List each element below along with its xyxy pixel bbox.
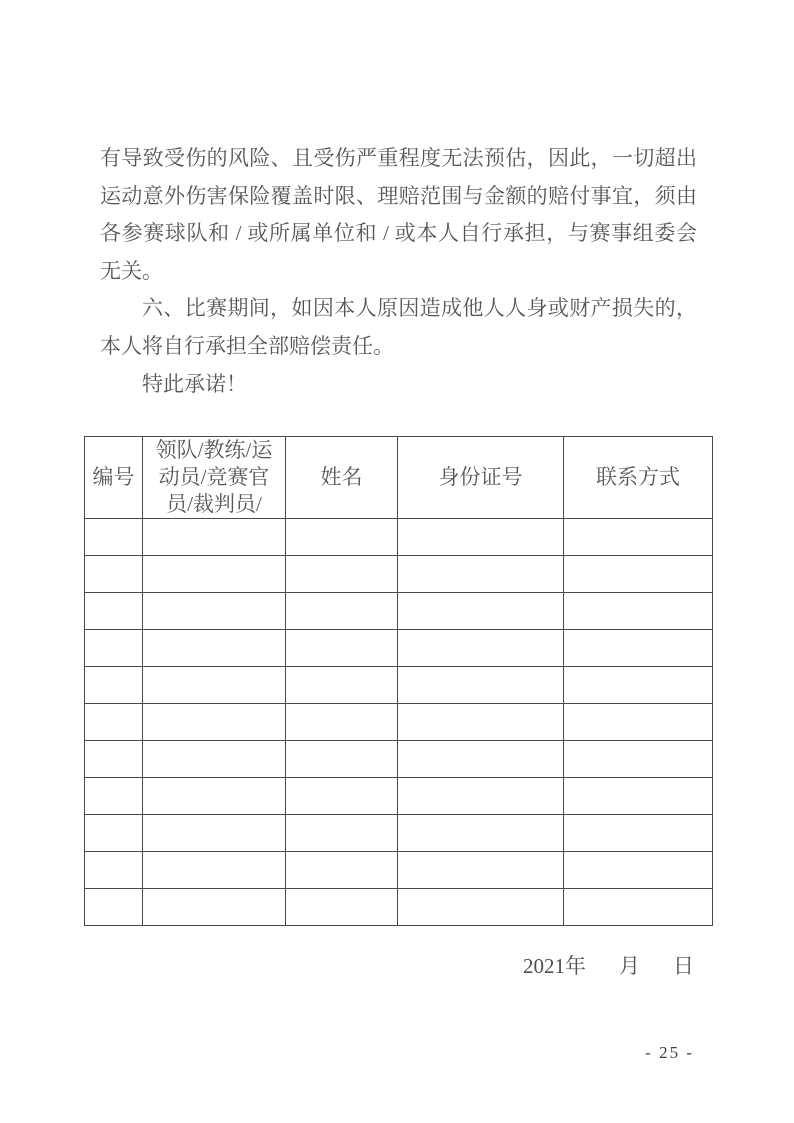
empty-cell	[564, 556, 713, 593]
table-row	[85, 556, 713, 593]
empty-cell	[286, 741, 398, 778]
declaration-text	[100, 140, 697, 403]
table-row	[85, 889, 713, 926]
table-row	[85, 593, 713, 630]
empty-cell	[564, 519, 713, 556]
table-row	[85, 741, 713, 778]
date-day-label: 日	[673, 954, 694, 978]
empty-cell	[398, 630, 564, 667]
empty-cell	[564, 667, 713, 704]
empty-cell	[85, 704, 143, 741]
empty-cell	[398, 741, 564, 778]
empty-cell	[398, 667, 564, 704]
text-line: 特此承诺！	[142, 371, 247, 396]
empty-cell	[286, 704, 398, 741]
column-header: 姓名	[286, 437, 398, 519]
empty-cell	[85, 667, 143, 704]
date-year: 2021年	[523, 954, 586, 978]
empty-cell	[564, 741, 713, 778]
empty-cell	[85, 852, 143, 889]
empty-cell	[398, 519, 564, 556]
column-header: 编号	[85, 437, 143, 519]
empty-cell	[85, 778, 143, 815]
column-header: 领队/教练/运动员/竞赛官员/裁判员/	[143, 437, 286, 519]
empty-cell	[143, 704, 286, 741]
empty-cell	[398, 815, 564, 852]
empty-cell	[286, 630, 398, 667]
text-line: 本人将自行承担全部赔偿责任。	[100, 333, 394, 358]
table-row	[85, 815, 713, 852]
empty-cell	[398, 556, 564, 593]
text-line: 各参赛球队和 / 或所属单位和 / 或本人自行承担，与赛事组委会	[100, 221, 697, 246]
empty-cell	[143, 519, 286, 556]
date-month-label: 月	[619, 954, 640, 978]
empty-cell	[85, 741, 143, 778]
table-row	[85, 704, 713, 741]
text-line: 无关。	[100, 258, 163, 283]
empty-cell	[286, 815, 398, 852]
empty-cell	[143, 593, 286, 630]
roster-table	[84, 436, 713, 926]
table-row	[85, 630, 713, 667]
empty-cell	[143, 778, 286, 815]
empty-cell	[564, 704, 713, 741]
empty-cell	[286, 778, 398, 815]
empty-cell	[286, 667, 398, 704]
empty-cell	[143, 630, 286, 667]
empty-cell	[564, 889, 713, 926]
empty-cell	[143, 741, 286, 778]
empty-cell	[85, 519, 143, 556]
empty-cell	[286, 519, 398, 556]
text-line: 有导致受伤的风险、且受伤严重程度无法预估，因此，一切超出	[100, 146, 697, 170]
empty-cell	[398, 593, 564, 630]
empty-cell	[398, 852, 564, 889]
empty-cell	[398, 889, 564, 926]
empty-cell	[286, 852, 398, 889]
empty-cell	[85, 556, 143, 593]
column-header: 身份证号	[398, 437, 564, 519]
empty-cell	[286, 889, 398, 926]
empty-cell	[286, 593, 398, 630]
text-line: 运动意外伤害保险覆盖时限、理赔范围与金额的赔付事宜，须由	[100, 183, 697, 208]
empty-cell	[564, 815, 713, 852]
empty-cell	[564, 593, 713, 630]
empty-cell	[398, 778, 564, 815]
empty-cell	[85, 889, 143, 926]
empty-cell	[564, 778, 713, 815]
empty-cell	[564, 852, 713, 889]
text-line: 六、比赛期间，如因本人原因造成他人人身或财产损失的，	[142, 296, 697, 321]
signature-date	[523, 950, 694, 980]
empty-cell	[564, 630, 713, 667]
table-row	[85, 852, 713, 889]
empty-cell	[85, 630, 143, 667]
empty-cell	[143, 815, 286, 852]
empty-cell	[143, 556, 286, 593]
empty-cell	[85, 815, 143, 852]
empty-cell	[286, 556, 398, 593]
page-number: - 25 -	[645, 1043, 694, 1062]
table-row	[85, 519, 713, 556]
empty-cell	[398, 704, 564, 741]
table-row	[85, 667, 713, 704]
empty-cell	[85, 593, 143, 630]
table-row	[85, 778, 713, 815]
column-header: 联系方式	[564, 437, 713, 519]
empty-cell	[143, 667, 286, 704]
table-header-row	[85, 437, 713, 519]
empty-cell	[143, 889, 286, 926]
empty-cell	[143, 852, 286, 889]
